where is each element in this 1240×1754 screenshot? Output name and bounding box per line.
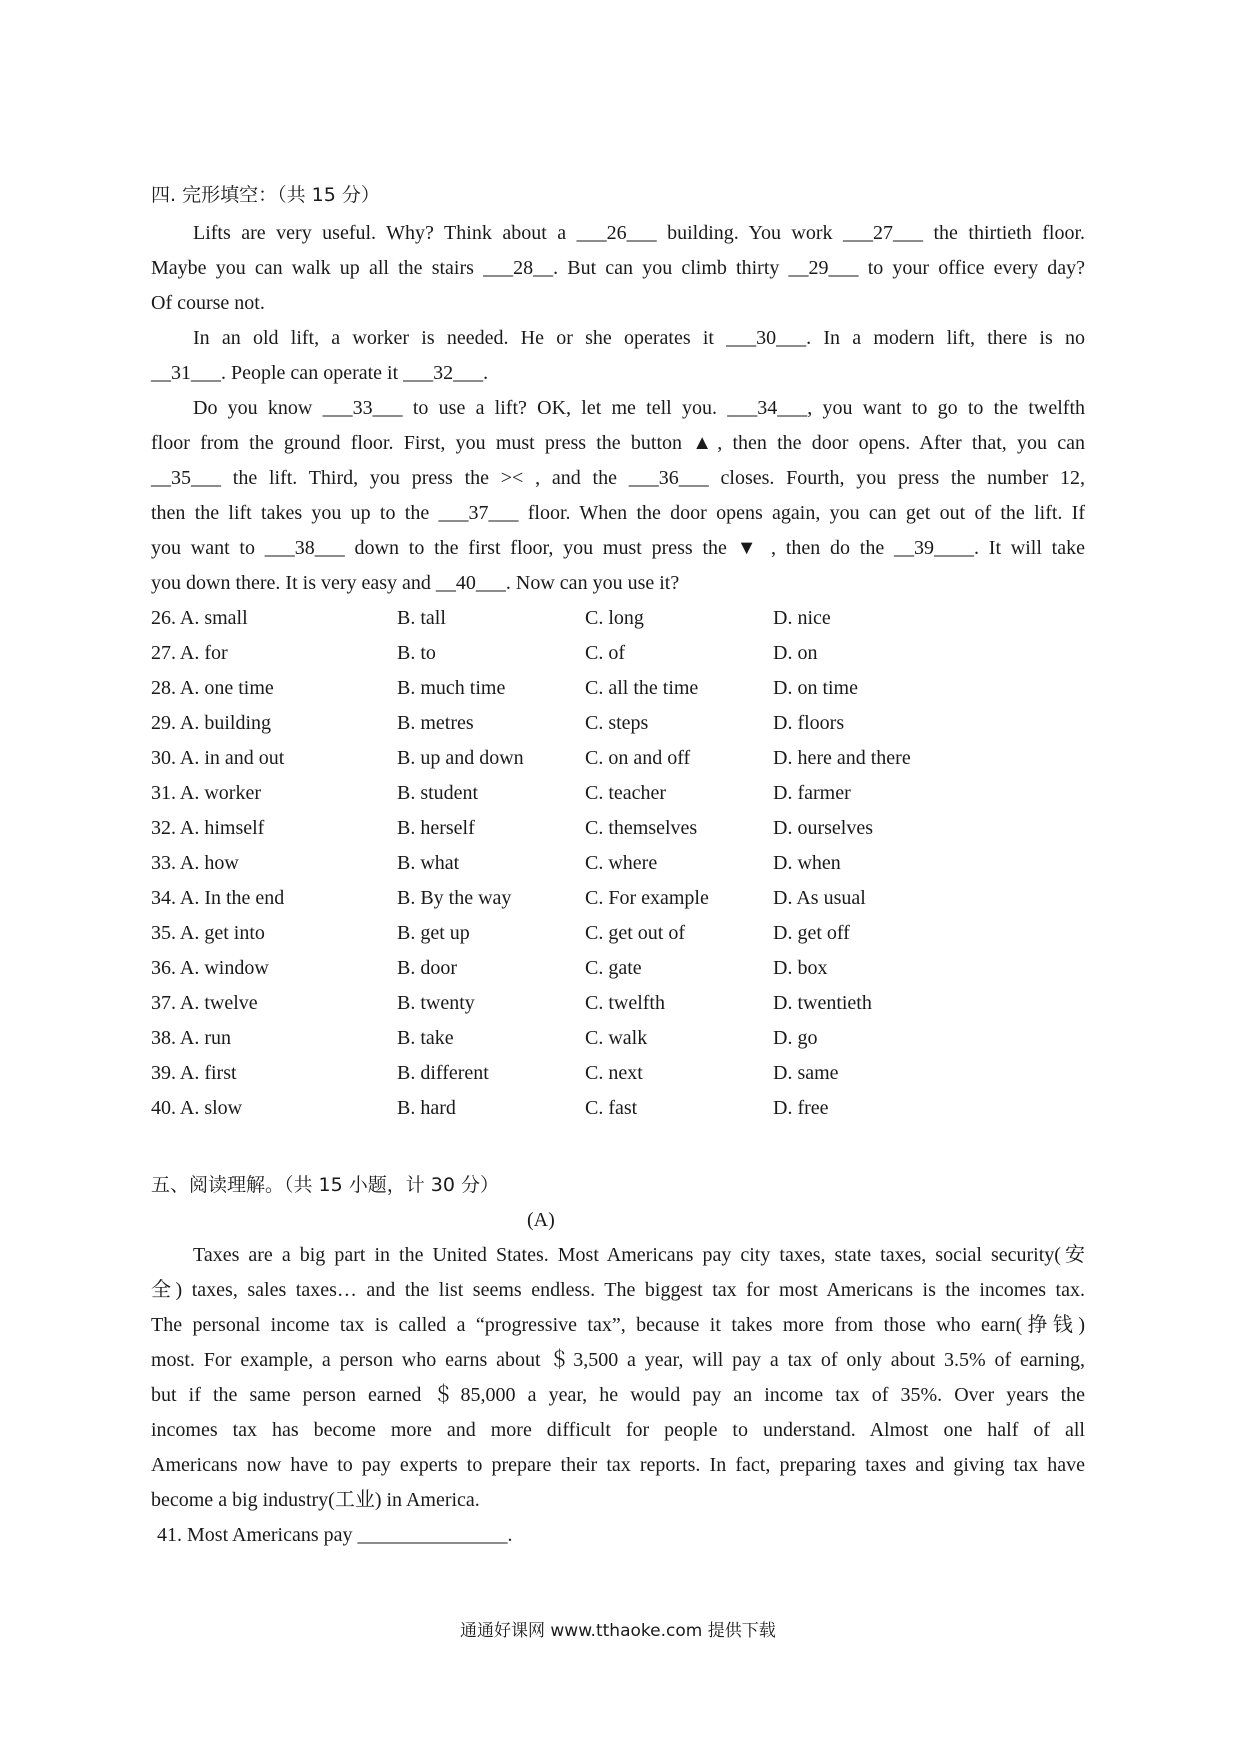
option-c: C. long: [585, 607, 644, 629]
option-a: 34. A. In the end: [151, 887, 285, 909]
passage-line: In an old lift, a worker is needed. He or she operates it ___30___. In a modern lift, there is no: [193, 327, 1085, 349]
section5-heading: 五、阅读理解。（共 15 小题，计 30 分）: [151, 1174, 500, 1196]
option-row-36: [151, 950, 1051, 986]
option-row-40: [151, 1090, 1051, 1126]
option-d: D. on: [773, 642, 818, 664]
option-row-28: [151, 670, 1051, 706]
option-c: C. steps: [585, 712, 649, 734]
reading-line: Americans now have to pay experts to prepare their tax reports. In fact, preparing taxes and giving tax have: [151, 1454, 1085, 1476]
option-b: B. up and down: [397, 747, 524, 769]
option-b: B. tall: [397, 607, 446, 629]
passage-line: __31___. People can operate it ___32___.: [151, 362, 489, 384]
option-d: D. here and there: [773, 747, 911, 769]
option-row-34: [151, 880, 1051, 916]
passage-line: Lifts are very useful. Why? Think about a ___26___ building. You work ___27___ the thirtieth floor.: [193, 222, 1085, 244]
option-a: 26. A. small: [151, 607, 248, 629]
option-d: D. farmer: [773, 782, 851, 804]
option-c: C. themselves: [585, 817, 698, 839]
option-a: 37. A. twelve: [151, 992, 258, 1014]
option-b: B. to: [397, 642, 436, 664]
option-b: B. By the way: [397, 887, 512, 909]
option-a: 36. A. window: [151, 957, 269, 979]
option-a: 27. A. for: [151, 642, 228, 664]
option-d: D. nice: [773, 607, 831, 629]
option-row-38: [151, 1020, 1051, 1056]
option-c: C. where: [585, 852, 658, 874]
option-c: C. on and off: [585, 747, 691, 769]
option-c: C. walk: [585, 1027, 648, 1049]
option-a: 28. A. one time: [151, 677, 274, 699]
reading-line: but if the same person earned ＄85,000 a year, he would pay an income tax of 35%. Over years the: [151, 1384, 1085, 1406]
option-row-37: [151, 985, 1051, 1021]
reading-line: become a big industry(工业) in America.: [151, 1489, 480, 1511]
option-c: C. twelfth: [585, 992, 665, 1014]
option-d: D. box: [773, 957, 828, 979]
option-c: C. next: [585, 1062, 643, 1084]
option-row-32: [151, 810, 1051, 846]
option-row-30: [151, 740, 1051, 776]
passage-line: then the lift takes you up to the ___37___ floor. When the door opens again, you can get out of the lift. If: [151, 502, 1085, 524]
option-a: 38. A. run: [151, 1027, 231, 1049]
option-d: D. twentieth: [773, 992, 872, 1014]
option-d: D. same: [773, 1062, 839, 1084]
option-row-33: [151, 845, 1051, 881]
option-row-31: [151, 775, 1051, 811]
option-a: 35. A. get into: [151, 922, 265, 944]
reading-line: Taxes are a big part in the United States. Most Americans pay city taxes, state taxes, social security(安: [193, 1244, 1085, 1266]
option-b: B. twenty: [397, 992, 475, 1014]
passage-line: you want to ___38___ down to the first floor, you must press the ▼ , then do the __39____. It will take: [151, 537, 1085, 559]
option-b: B. herself: [397, 817, 475, 839]
passage-line: Do you know ___33___ to use a lift? OK, let me tell you. ___34___, you want to go to the twelfth: [193, 397, 1085, 419]
option-c: C. get out of: [585, 922, 685, 944]
option-a: 29. A. building: [151, 712, 272, 734]
reading-line: The personal income tax is called a “progressive tax”, because it takes more from those who earn(挣钱): [151, 1314, 1085, 1336]
option-row-39: [151, 1055, 1051, 1091]
option-row-27: [151, 635, 1051, 671]
option-row-35: [151, 915, 1051, 951]
passage-line: Of course not.: [151, 292, 265, 314]
option-d: D. get off: [773, 922, 850, 944]
option-a: 33. A. how: [151, 852, 239, 874]
option-a: 30. A. in and out: [151, 747, 285, 769]
option-b: B. door: [397, 957, 457, 979]
option-d: D. free: [773, 1097, 829, 1119]
option-c: C. teacher: [585, 782, 667, 804]
reading-line: 全) taxes, sales taxes… and the list seems endless. The biggest tax for most Americans is the incomes tax.: [151, 1279, 1085, 1301]
reading-line: incomes tax has become more and more difficult for people to understand. Almost one half of all: [151, 1419, 1085, 1441]
section4-heading: 四. 完形填空：（共 15 分）: [151, 184, 380, 206]
reading-line: most. For example, a person who earns about ＄3,500 a year, will pay a tax of only about 3.5% of earning,: [151, 1349, 1085, 1371]
option-a: 39. A. first: [151, 1062, 237, 1084]
option-d: D. when: [773, 852, 841, 874]
footer-credit: 通通好课网 www.tthaoke.com 提供下载: [460, 1621, 776, 1641]
option-d: D. As usual: [773, 887, 866, 909]
option-d: D. ourselves: [773, 817, 873, 839]
passage-line: you down there. It is very easy and __40___. Now can you use it?: [151, 572, 680, 594]
option-c: C. fast: [585, 1097, 638, 1119]
part-label: (A): [527, 1209, 555, 1231]
option-c: C. of: [585, 642, 625, 664]
option-row-29: [151, 705, 1051, 741]
passage-line: Maybe you can walk up all the stairs ___28__. But can you climb thirty __29___ to your office every day?: [151, 257, 1085, 279]
option-a: 31. A. worker: [151, 782, 261, 804]
question-41: 41. Most Americans pay _______________.: [157, 1524, 513, 1546]
option-b: B. hard: [397, 1097, 456, 1119]
option-b: B. different: [397, 1062, 489, 1084]
option-a: 32. A. himself: [151, 817, 265, 839]
option-row-26: [151, 600, 1051, 636]
option-a: 40. A. slow: [151, 1097, 243, 1119]
passage-line: __35___ the lift. Third, you press the >< , and the ___36___ closes. Fourth, you press the number 12,: [151, 467, 1085, 489]
passage-line: floor from the ground floor. First, you must press the button ▲, then the door opens. After that, you can: [151, 432, 1085, 454]
option-d: D. on time: [773, 677, 858, 699]
option-d: D. go: [773, 1027, 818, 1049]
option-b: B. student: [397, 782, 479, 804]
option-c: C. For example: [585, 887, 709, 909]
option-c: C. gate: [585, 957, 642, 979]
option-b: B. take: [397, 1027, 454, 1049]
option-b: B. what: [397, 852, 460, 874]
option-b: B. get up: [397, 922, 470, 944]
option-d: D. floors: [773, 712, 845, 734]
option-b: B. metres: [397, 712, 474, 734]
option-b: B. much time: [397, 677, 506, 699]
option-c: C. all the time: [585, 677, 699, 699]
